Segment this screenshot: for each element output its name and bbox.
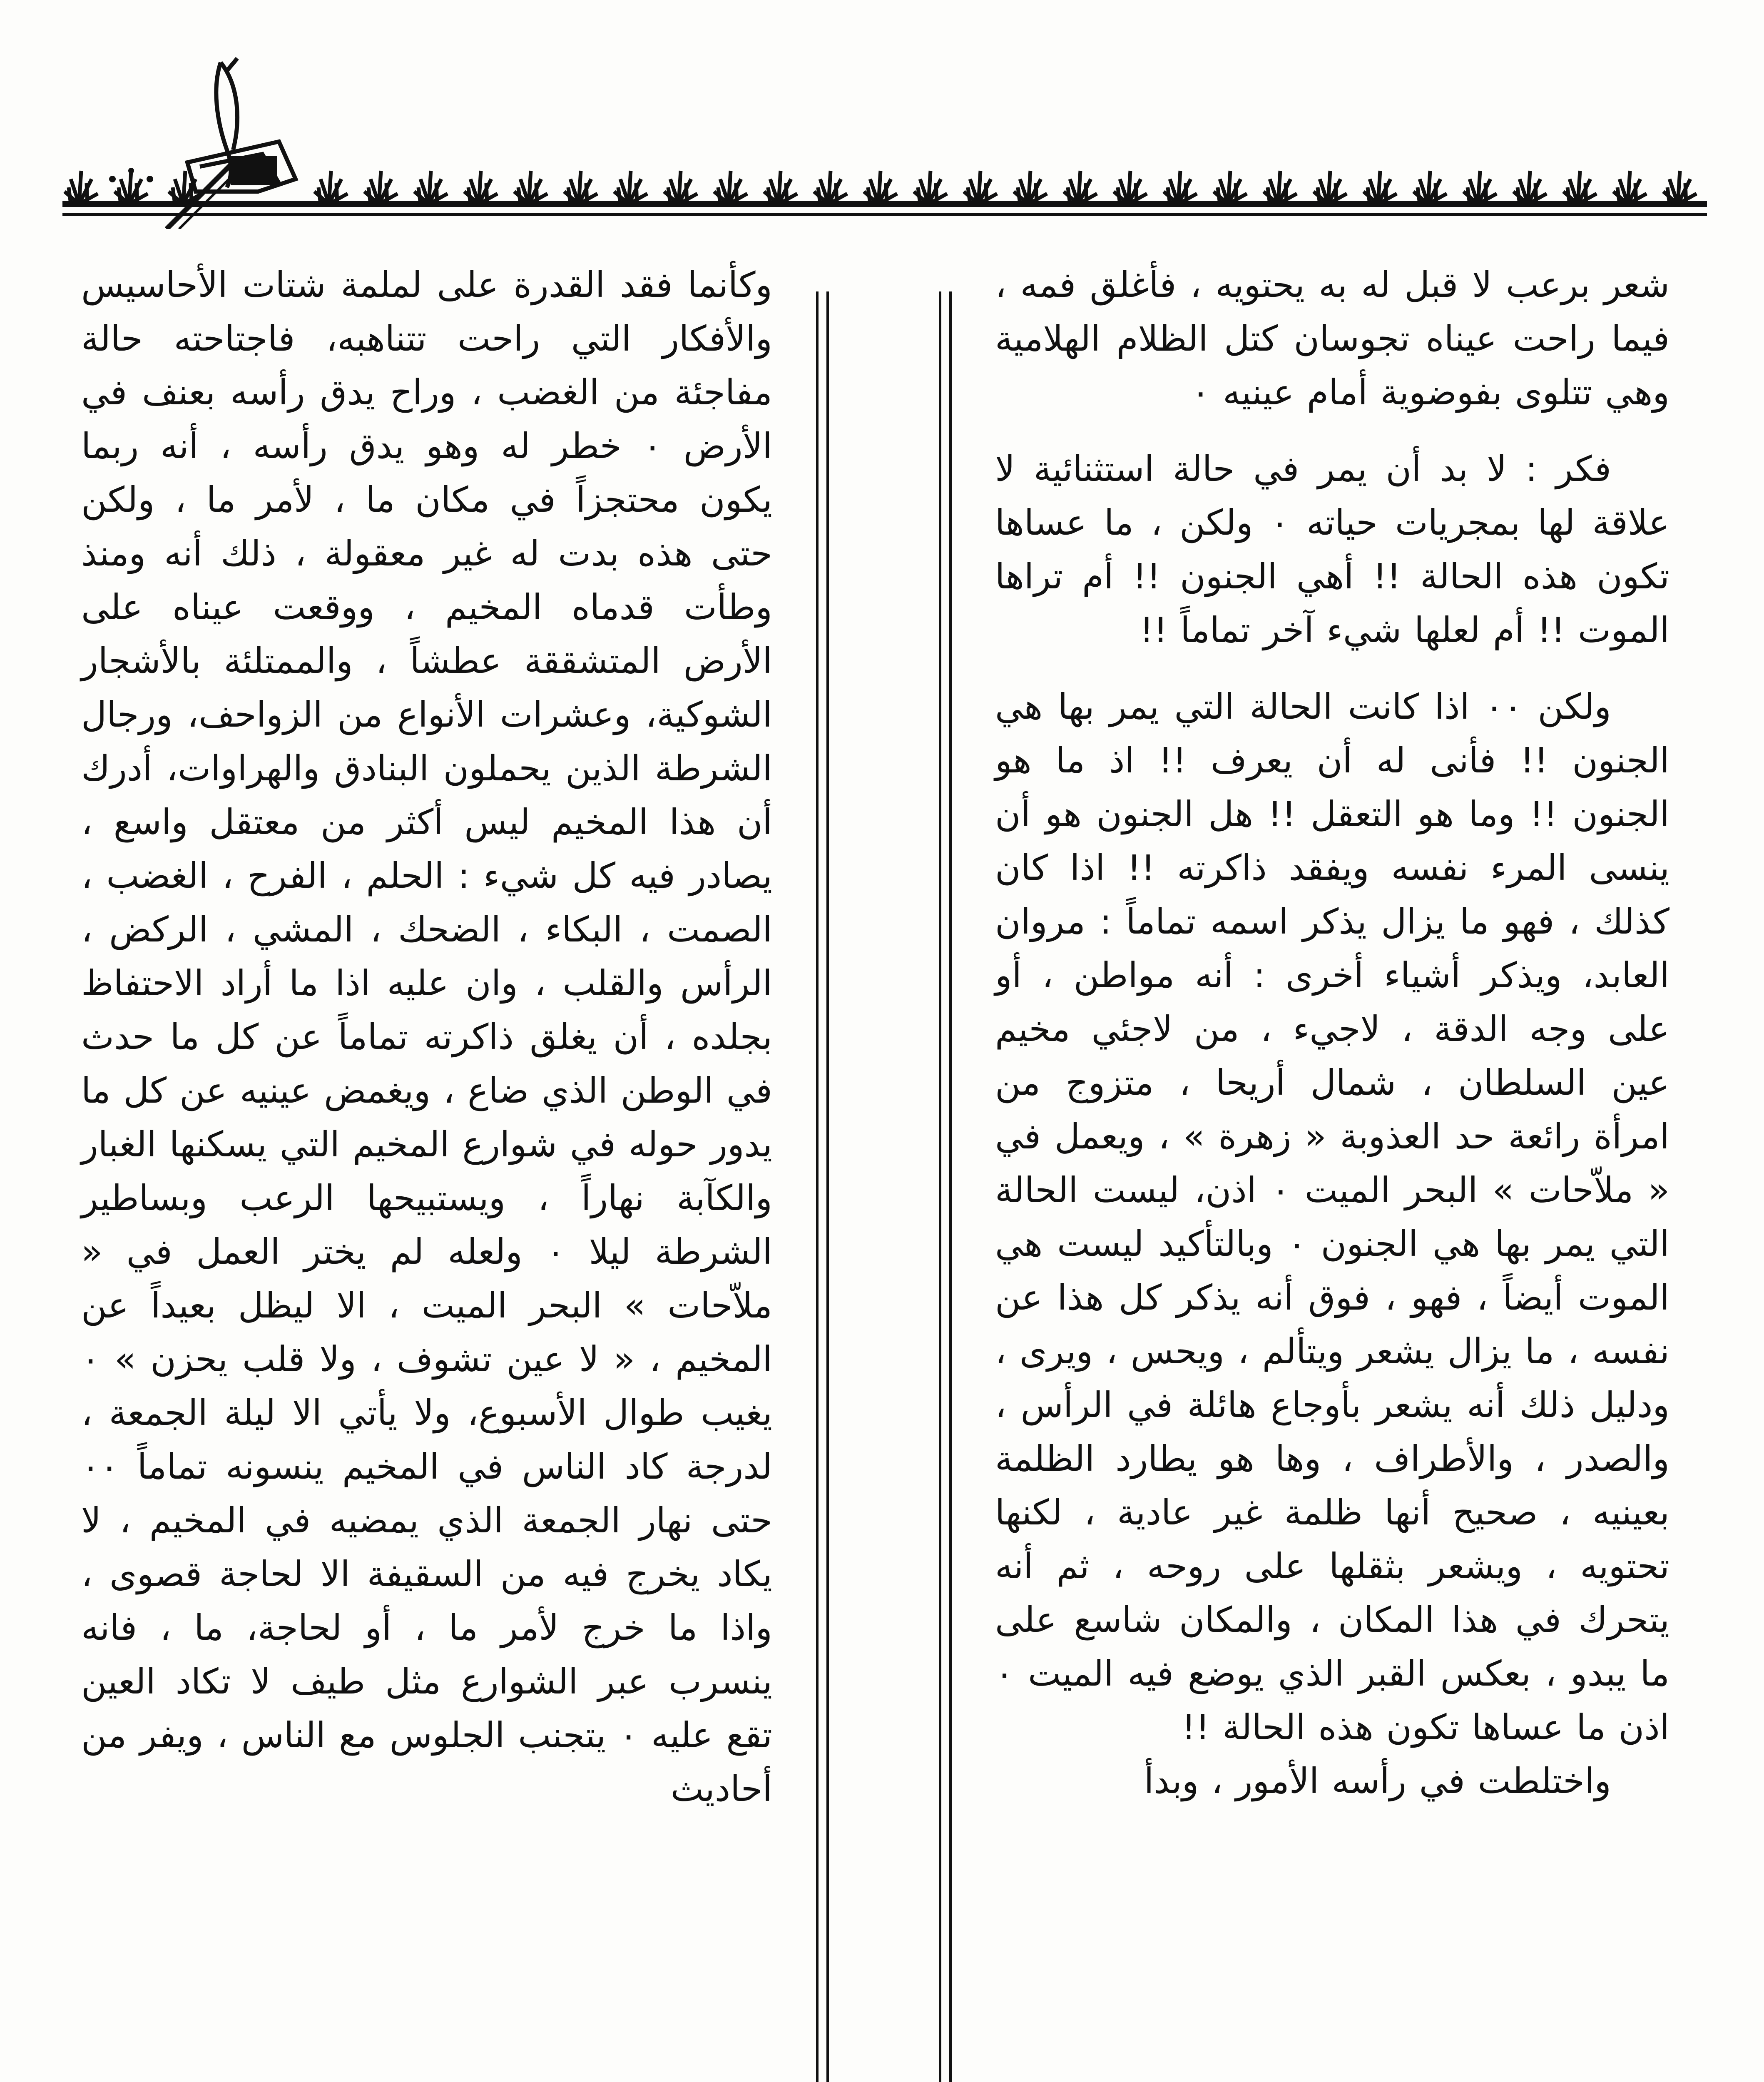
- text-column-left: [81, 258, 772, 1816]
- column-divider-rule: [939, 291, 941, 2082]
- paragraph: فكر : لا بد أن يمر في حالة استثنائية لا علاقة لها بمجريات حياته ٠ ولكن ، ما عساها تكون هذه الحالة !! أهي الجنون !! أم تراها الموت !! أم لعلها شيء آخر تماماً !!: [995, 448, 1669, 650]
- column-divider-rule: [949, 291, 952, 2082]
- paragraph: ولكن ٠٠ اذا كانت الحالة التي يمر بها هي الجنون !! فأنى له أن يعرف !! اذ ما هو الجنون !! وما هو التعقل !! هل الجنون هو أن ينسى المرء نفسه ويفقد ذاكرته !! اذا كان كذلك ، فهو ما يزال يذكر اسمه تماماً : مروان العابد، ويذكر أشياء أخرى : أنه مواطن ، أو على وجه الدقة ، لاجيء ، من لاجئي مخيم عين السلطان ، شمال أريحا ، متزوج من امرأة رائعة حد العذوبة « زهرة » ، ويعمل في « ملاّحات » البحر الميت ٠ اذن، ليست الحالة التي يمر بها هي الجنون ٠ وبالتأكيد ليست هي الموت أيضاً ، فهو ، فوق أنه يذكر كل هذا عن نفسه ، ما يزال يشعر ويتألم ، ويحس ، ويرى ، ودليل ذلك أنه يشعر بأوجاع هائلة في الرأس ، والصدر ، والأطراف ، وها هو يطارد الظلمة بعينيه ، صحيح أنها ظلمة غير عادية ، لكنها تحتويه ، ويشعر بثقلها على روحه ، ثم أنه يتحرك في هذا المكان ، والمكان شاسع على ما يبدو ، بعكس القبر الذي يوضع فيه الميت ٠ اذن ما عساها تكون هذه الحالة !!: [995, 686, 1669, 1748]
- paragraph: وكأنما فقد القدرة على لملمة شتات الأحاسيس والأفكار التي راحت تتناهبه، فاجتاحته حالة مفاجئة من الغضب ، وراح يدق رأسه بعنف في الأرض ٠ خطر له وهو يدق رأسه ، أنه ربما يكون محتجزاً في مكان ما ، لأمر ما ، ولكن حتى هذه بدت له غير معقولة ، ذلك أنه ومنذ وطأت قدماه المخيم ، ووقعت عيناه على الأرض المتشققة عطشاً ، والممتلئة بالأشجار الشوكية، وعشرات الأنواع من الزواحف، ورجال الشرطة الذين يحملون البنادق والهراوات، أدرك أن هذا المخيم ليس أكثر من معتقل واسع ، يصادر فيه كل شيء : الحلم ، الفرح ، الغضب ، الصمت ، البكاء ، الضحك ، المشي ، الركض ، الرأس والقلب ، وان عليه اذا ما أراد الاحتفاظ بجلده ، أن يغلق ذاكرته تماماً عن كل ما حدث في الوطن الذي ضاع ، ويغمض عينيه عن كل ما يدور حوله في شوارع المخيم التي يسكنها الغبار والكآبة نهاراً ، ويستبيحها الرعب وبساطير الشرطة ليلا ٠ ولعله لم يختر العمل في « ملاّحات » البحر الميت ، الا ليظل بعيداً عن المخيم ، « لا عين تشوف ، ولا قلب يحزن » ٠ يغيب طوال الأسبوع، ولا يأتي الا ليلة الجمعة ، لدرجة كاد الناس في المخيم ينسونه تماماً ٠٠ حتى نهار الجمعة الذي يمضيه في المخيم ، لا يكاد يخرج فيه من السقيفة الا لحاجة قصوى ، واذا ما خرج لأمر ما ، أو لحاجة، ما ، فانه ينسرب عبر الشوارع مثل طيف لا تكاد العين تقع عليه ٠ يتجنب الجلوس مع الناس ، ويفر من أحاديث: [81, 264, 772, 1809]
- decorative-header-banner: [62, 54, 1707, 229]
- grass-ornament-row: [62, 171, 1707, 214]
- paragraph: واختلطت في رأسه الأمور ، وبدأ: [1144, 1761, 1611, 1801]
- text-column-right: [995, 258, 1669, 1808]
- paragraph: شعر برعب لا قبل له به يحتويه ، فأغلق فمه ، فيما راحت عيناه تجوسان كتل الظلام الهلامية وهي تتلوى بفوضوية أمام عينيه ٠: [995, 264, 1669, 413]
- column-divider-rule: [826, 291, 829, 2082]
- column-divider-rule: [816, 291, 819, 2082]
